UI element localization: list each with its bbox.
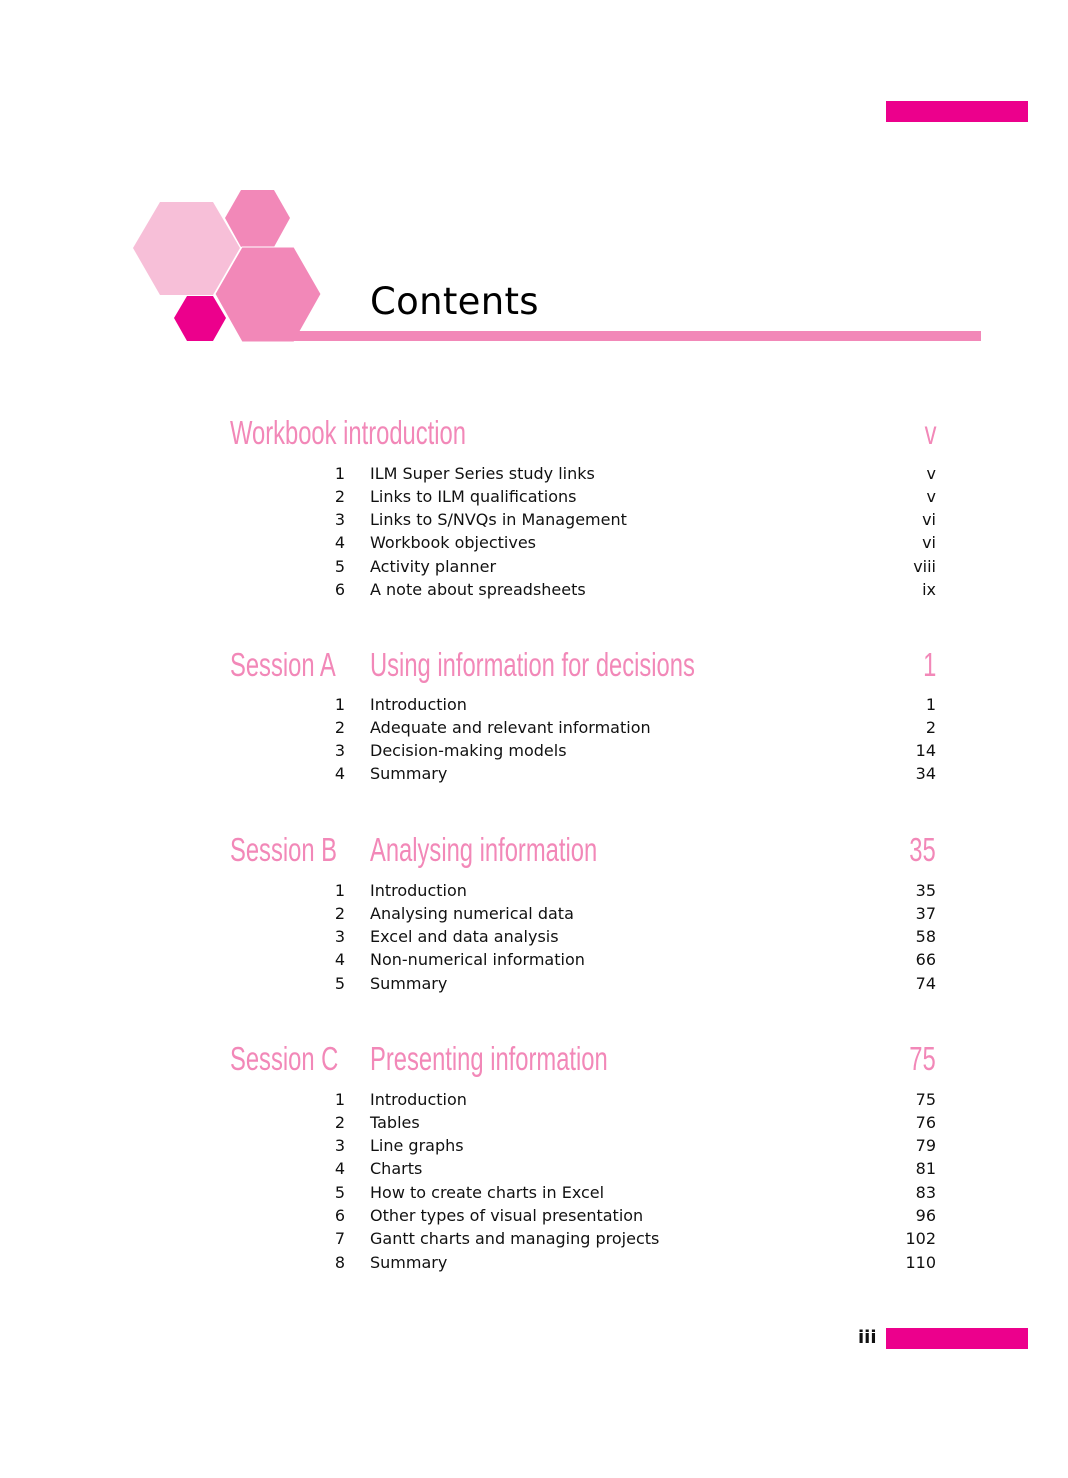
entry-title: How to create charts in Excel bbox=[370, 1182, 605, 1202]
entry-number: 4 bbox=[334, 1159, 346, 1179]
section-title: Analysing information bbox=[370, 831, 598, 868]
toc-entry[interactable] bbox=[0, 555, 1068, 578]
entry-number: 6 bbox=[334, 580, 346, 599]
entry-number: 3 bbox=[334, 1136, 346, 1156]
section-title: Using information for decisions bbox=[370, 646, 695, 683]
toc-entry[interactable] bbox=[0, 1088, 1068, 1111]
entry-number: 2 bbox=[334, 486, 346, 506]
entry-number: 2 bbox=[334, 1112, 346, 1132]
entry-page: 35 bbox=[915, 880, 936, 900]
toc-entry[interactable] bbox=[0, 1204, 1068, 1227]
entry-page: v bbox=[926, 486, 936, 506]
entry-number: 4 bbox=[334, 764, 346, 784]
entry-title: Introduction bbox=[370, 694, 467, 714]
entry-title: Activity planner bbox=[370, 556, 497, 576]
section-label: Session B bbox=[230, 831, 337, 868]
entry-page: 1 bbox=[925, 694, 936, 714]
toc-entry[interactable] bbox=[0, 578, 1068, 601]
entry-title: Summary bbox=[370, 973, 448, 993]
entry-page: vi bbox=[922, 533, 936, 553]
entry-page: 2 bbox=[925, 717, 936, 737]
toc-entry[interactable] bbox=[0, 902, 1068, 925]
entry-page: 66 bbox=[915, 950, 936, 970]
toc-entry[interactable] bbox=[0, 1181, 1068, 1204]
entry-number: 7 bbox=[334, 1229, 346, 1249]
entry-page: 96 bbox=[915, 1206, 936, 1225]
entry-number: 6 bbox=[334, 1206, 346, 1225]
entry-title: Non-numerical information bbox=[370, 950, 585, 970]
entry-number: 3 bbox=[334, 510, 346, 530]
entry-title: A note about spreadsheets bbox=[370, 580, 586, 599]
entry-page: 14 bbox=[915, 741, 936, 761]
toc-entry[interactable] bbox=[0, 739, 1068, 762]
entry-title: Gantt charts and managing projects bbox=[370, 1229, 660, 1249]
toc-entry[interactable] bbox=[0, 1227, 1068, 1250]
entry-page: 76 bbox=[915, 1112, 936, 1132]
entry-title: Other types of visual presentation bbox=[370, 1206, 644, 1225]
toc-entry[interactable] bbox=[0, 716, 1068, 739]
entry-number: 3 bbox=[334, 927, 346, 947]
entry-page: 83 bbox=[915, 1182, 936, 1202]
entry-title: Excel and data analysis bbox=[370, 927, 559, 947]
entry-number: 2 bbox=[334, 903, 346, 923]
entry-page: ix bbox=[922, 580, 936, 599]
entry-title: Summary bbox=[370, 1252, 448, 1272]
entry-page: viii bbox=[913, 556, 936, 576]
toc-entry[interactable] bbox=[0, 948, 1068, 971]
entry-page: 81 bbox=[915, 1159, 936, 1179]
entry-page: 74 bbox=[915, 973, 936, 993]
entry-title: Links to ILM qualifications bbox=[370, 486, 577, 506]
entry-number: 3 bbox=[334, 741, 346, 761]
toc-entry[interactable] bbox=[0, 462, 1068, 485]
entry-number: 2 bbox=[334, 717, 346, 737]
hexagon-magenta bbox=[174, 296, 226, 341]
entry-title: Introduction bbox=[370, 1089, 467, 1109]
entry-title: Adequate and relevant information bbox=[370, 717, 651, 737]
entry-number: 5 bbox=[334, 556, 346, 576]
toc-entry[interactable] bbox=[0, 762, 1068, 785]
toc-entry[interactable] bbox=[0, 508, 1068, 531]
toc-entry[interactable] bbox=[0, 925, 1068, 948]
section-page: 75 bbox=[909, 1040, 936, 1077]
entry-title: Summary bbox=[370, 764, 448, 784]
entry-number: 8 bbox=[334, 1252, 346, 1272]
hexagon-top bbox=[225, 190, 290, 247]
toc-entry[interactable] bbox=[0, 972, 1068, 995]
section-label: Workbook introduction bbox=[230, 414, 466, 451]
entry-title: Workbook objectives bbox=[370, 533, 536, 553]
entry-number: 1 bbox=[334, 694, 346, 714]
entry-page: 75 bbox=[915, 1089, 936, 1109]
section-title: Presenting information bbox=[370, 1040, 608, 1077]
entry-number: 5 bbox=[334, 973, 346, 993]
entry-page: 34 bbox=[915, 764, 936, 784]
entry-title: ILM Super Series study links bbox=[370, 463, 595, 483]
section-page: 1 bbox=[922, 646, 936, 683]
section-label: Session C bbox=[230, 1040, 339, 1077]
entry-page: v bbox=[926, 463, 936, 483]
title-underline bbox=[275, 331, 981, 341]
entry-title: Line graphs bbox=[370, 1136, 464, 1156]
entry-title: Analysing numerical data bbox=[370, 903, 574, 923]
entry-page: 79 bbox=[915, 1136, 936, 1156]
entry-title: Introduction bbox=[370, 880, 467, 900]
page-number: iii bbox=[858, 1327, 877, 1348]
entry-number: 4 bbox=[334, 950, 346, 970]
toc-entry[interactable] bbox=[0, 693, 1068, 716]
entry-title: Tables bbox=[370, 1112, 420, 1132]
entry-number: 1 bbox=[334, 1089, 346, 1109]
entry-page: 37 bbox=[915, 903, 936, 923]
toc-entry[interactable] bbox=[0, 531, 1068, 554]
entry-number: 1 bbox=[334, 463, 346, 483]
section-page: v bbox=[924, 414, 936, 451]
entry-page: 102 bbox=[905, 1229, 936, 1249]
toc-entry[interactable] bbox=[0, 1251, 1068, 1274]
toc-entry[interactable] bbox=[0, 1157, 1068, 1180]
entry-title: Decision-making models bbox=[370, 741, 567, 761]
entry-page: 58 bbox=[915, 927, 936, 947]
toc-entry[interactable] bbox=[0, 879, 1068, 902]
bottom-accent-bar bbox=[886, 1328, 1028, 1349]
section-page: 35 bbox=[909, 831, 936, 868]
toc-entry[interactable] bbox=[0, 1111, 1068, 1134]
section-label: Session A bbox=[230, 646, 336, 683]
entry-number: 5 bbox=[334, 1182, 346, 1202]
page-title: Contents bbox=[370, 280, 539, 323]
entry-number: 1 bbox=[334, 880, 346, 900]
entry-title: Links to S/NVQs in Management bbox=[370, 510, 627, 530]
entry-number: 4 bbox=[334, 533, 346, 553]
entry-title: Charts bbox=[370, 1159, 423, 1179]
entry-page: 110 bbox=[905, 1252, 936, 1272]
toc-entry[interactable] bbox=[0, 485, 1068, 508]
toc-entry[interactable] bbox=[0, 1134, 1068, 1157]
entry-page: vi bbox=[922, 510, 936, 530]
